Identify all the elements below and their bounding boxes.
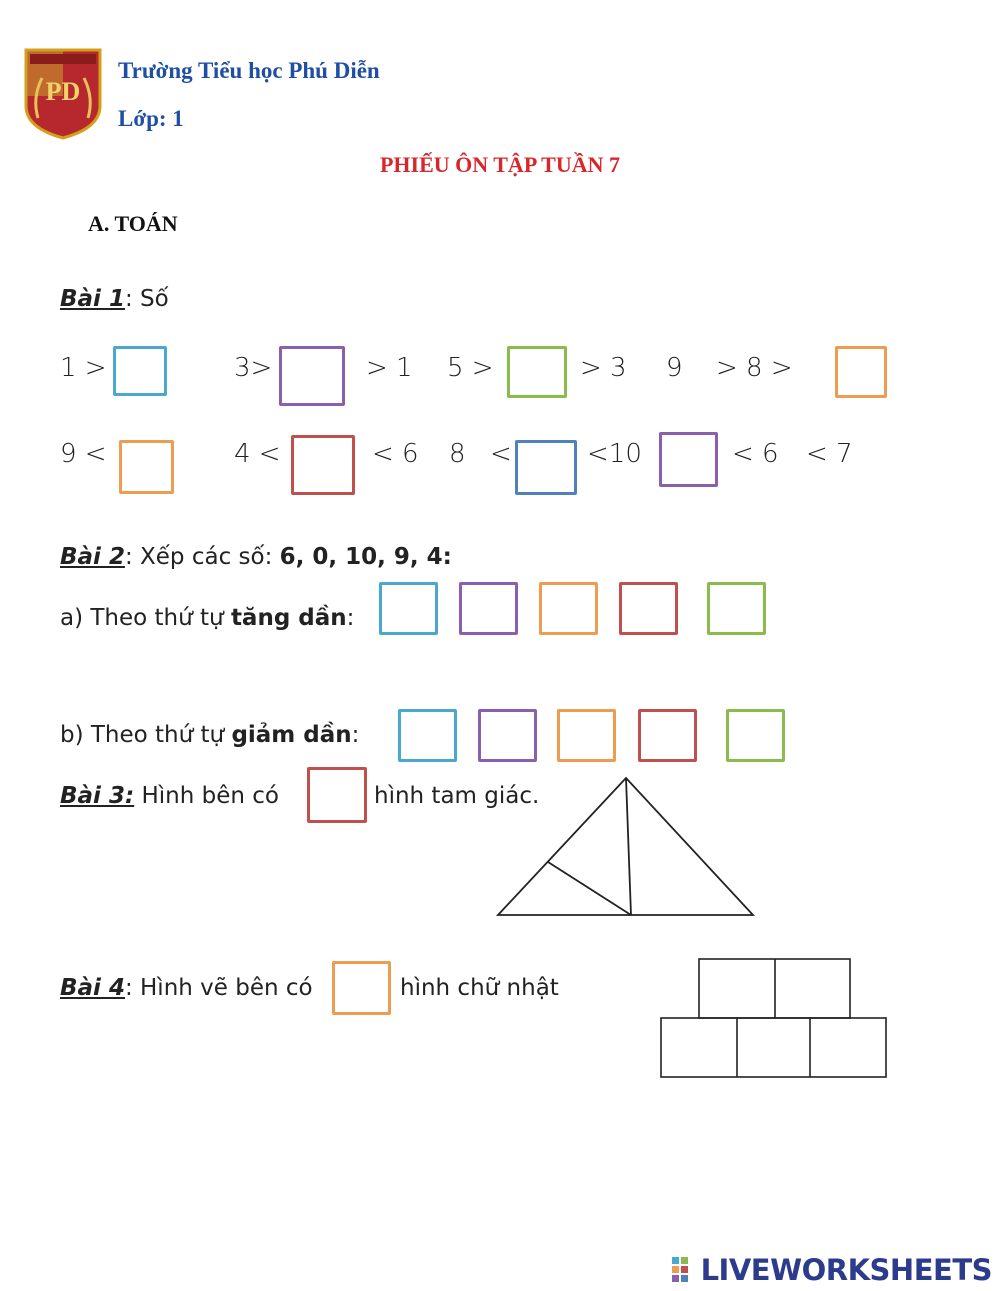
answer-box[interactable] [307, 767, 367, 823]
bai2-a-prefix: a) Theo thứ tự [60, 605, 231, 631]
bai1-r1-t4: > 3 [580, 353, 627, 383]
bai2-b-bold: giảm dần [231, 722, 352, 748]
answer-box[interactable] [507, 346, 567, 398]
bai4-label: Bài 4 [60, 975, 125, 1001]
bai3-text1: Hình bên có [134, 783, 279, 809]
bai3-text2: hình tam giác. [374, 783, 540, 809]
bai1-instruction: : Số [124, 286, 169, 312]
bai4-text2: hình chữ nhật [400, 975, 559, 1001]
answer-box[interactable] [539, 582, 598, 635]
page-title: PHIẾU ÔN TẬP TUẦN 7 [379, 152, 620, 177]
logo-text: PD [45, 77, 81, 106]
bai2-b-prefix: b) Theo thứ tự [60, 722, 232, 748]
bai2-label: Bài 2 [60, 544, 125, 570]
rectangle-figure [658, 955, 890, 1081]
school-name: Trường Tiểu học Phú Diễn [118, 58, 380, 83]
bai2-b-line [60, 722, 359, 748]
bai1-r2-t6: < 6 [732, 439, 779, 469]
bai1-r1-t3: 5 > [447, 353, 494, 383]
bai2-numbers: 6, 0, 10, 9, 4: [279, 544, 452, 570]
answer-box[interactable] [478, 709, 537, 762]
bai1-r2-t5: <10 [587, 439, 642, 469]
bai2-heading [60, 544, 452, 570]
liveworksheets-brand[interactable]: LIVEWORKSHEETS [700, 1253, 992, 1287]
bai1-r2-t7: < 7 [806, 439, 853, 469]
bai2-instruction: : Xếp các số: [124, 544, 280, 570]
answer-box[interactable] [113, 346, 167, 396]
answer-box[interactable] [659, 432, 718, 487]
bai1-r2-t3: 8 [449, 439, 466, 469]
answer-box[interactable] [619, 582, 678, 635]
school-logo [24, 48, 102, 140]
bai2-a-bold: tăng dần [230, 605, 347, 631]
answer-box[interactable] [707, 582, 766, 635]
bai2-b-suffix: : [351, 722, 360, 748]
bai1-r2-t2: < 6 [372, 439, 419, 469]
bai1-r2-t4: < [490, 439, 512, 469]
outer-triangle [498, 778, 753, 915]
bai1-r1-t1: 3> [234, 353, 273, 383]
bai4-line [60, 975, 313, 1001]
answer-box[interactable] [279, 346, 345, 406]
bai1-r1-t5: 9 [666, 353, 683, 383]
bai2-a-line [60, 605, 354, 631]
bai3-line [60, 783, 279, 809]
triangle-inner-line [548, 862, 631, 915]
answer-box[interactable] [557, 709, 616, 762]
bai1-r1-t0: 1 > [60, 353, 107, 383]
triangle-figure [495, 775, 757, 920]
liveworksheets-icon [672, 1257, 688, 1283]
bai2-a-suffix: : [346, 605, 355, 631]
bai4-text1: : Hình vẽ bên có [124, 975, 313, 1001]
bai1-r1-t2: > 1 [366, 353, 413, 383]
bai1-r1-t6: > 8 > [716, 353, 793, 383]
bai1-r2-t0: 9 < [60, 439, 107, 469]
section-heading: A. TOÁN [88, 211, 178, 236]
answer-box[interactable] [398, 709, 457, 762]
bai3-label: Bài 3: [60, 783, 135, 809]
answer-box[interactable] [638, 709, 697, 762]
answer-box[interactable] [332, 961, 391, 1015]
bai1-heading [60, 286, 169, 312]
triangle-median [626, 778, 631, 915]
answer-box[interactable] [515, 440, 577, 495]
answer-box[interactable] [291, 435, 355, 495]
answer-box[interactable] [835, 346, 887, 398]
answer-box[interactable] [379, 582, 438, 635]
grade-label: Lớp: 1 [118, 106, 184, 131]
answer-box[interactable] [459, 582, 518, 635]
bai1-label: Bài 1 [60, 286, 125, 312]
answer-box[interactable] [119, 440, 174, 494]
bai1-r2-t1: 4 < [234, 439, 281, 469]
bottom-rectangle [661, 1018, 886, 1077]
answer-box[interactable] [726, 709, 785, 762]
